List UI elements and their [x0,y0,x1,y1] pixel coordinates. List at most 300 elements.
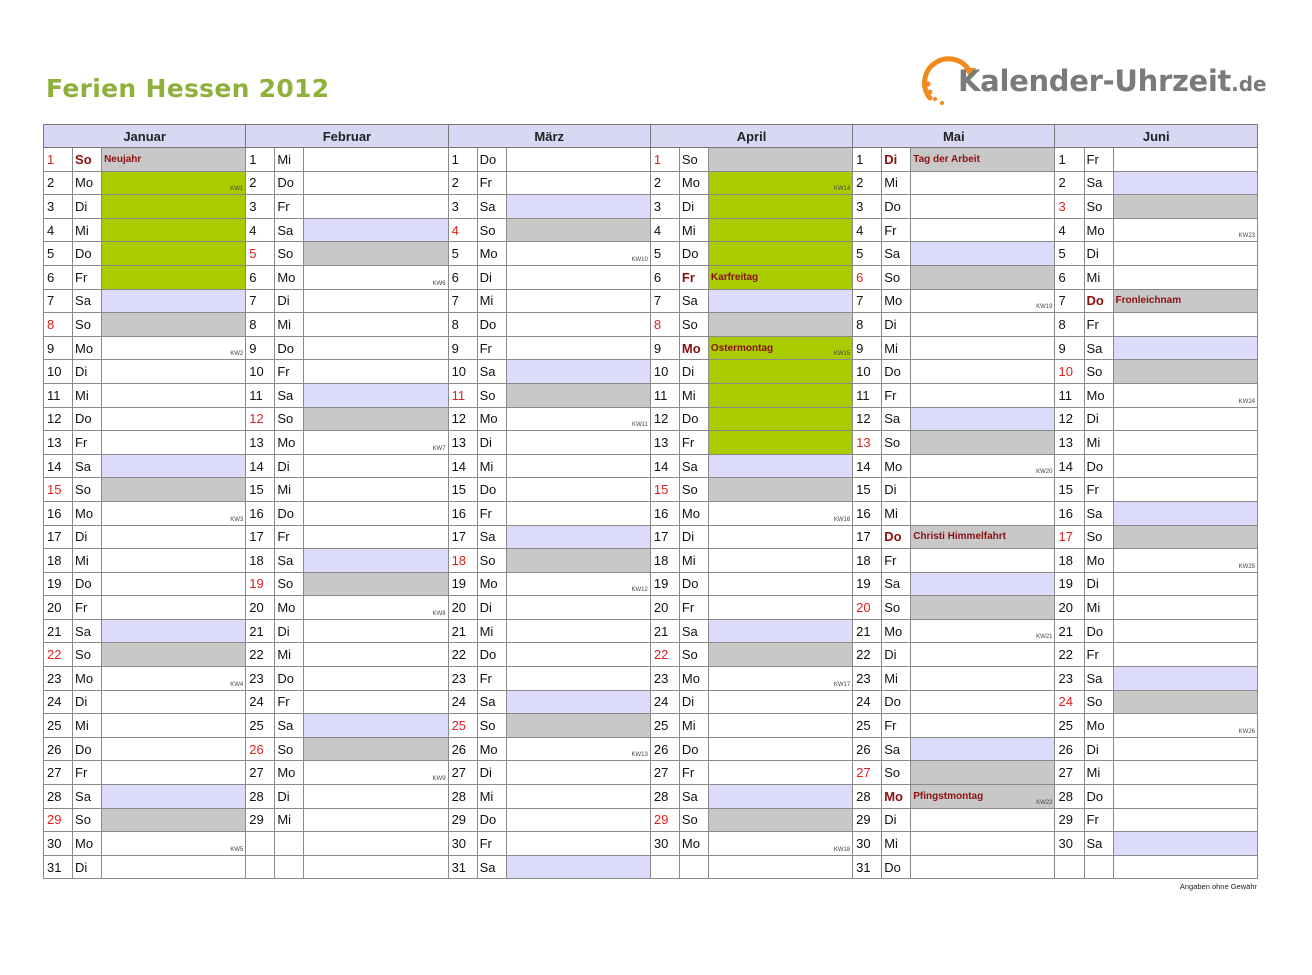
day-entry-cell[interactable] [708,431,852,455]
weekday: Sa [1084,171,1113,195]
day-entry-cell[interactable] [708,619,852,643]
day-number: 11 [853,383,882,407]
day-entry-cell[interactable] [102,785,246,809]
day-entry-cell[interactable] [1113,667,1257,691]
day-entry-cell[interactable] [708,572,852,596]
day-number: 22 [650,643,679,667]
day-entry-cell[interactable] [911,714,1055,738]
weekday: Di [477,265,506,289]
day-entry-cell[interactable] [708,242,852,266]
weekday: Mi [679,383,708,407]
day-entry-cell[interactable] [708,785,852,809]
day-entry-cell[interactable] [304,171,448,195]
day-entry-cell[interactable] [708,360,852,384]
day-entry-cell[interactable] [911,454,1055,478]
day-entry-cell[interactable] [708,195,852,219]
weekday: Di [73,360,102,384]
day-number: 7 [246,289,275,313]
page-title: Ferien Hessen 2012 [46,74,330,103]
weekday: Fr [477,501,506,525]
weekday: Fr [679,431,708,455]
day-entry-cell[interactable] [911,171,1055,195]
day-entry-cell[interactable] [102,855,246,879]
day-entry-cell[interactable] [1113,714,1257,738]
day-entry-cell[interactable] [911,218,1055,242]
day-entry-cell[interactable] [506,525,650,549]
day-entry-cell[interactable] [1113,454,1257,478]
day-entry-cell[interactable] [1113,785,1257,809]
day-entry-cell[interactable] [1113,501,1257,525]
day-entry-cell[interactable] [506,667,650,691]
calendar-row [44,431,1258,455]
weekday: Mi [477,619,506,643]
day-entry-cell[interactable] [506,572,650,596]
day-number: 28 [853,785,882,809]
day-entry-cell[interactable] [506,148,650,172]
day-entry-cell[interactable] [1113,525,1257,549]
day-number: 7 [650,289,679,313]
weekday: Fr [275,360,304,384]
day-entry-cell[interactable] [506,195,650,219]
day-entry-cell[interactable] [506,478,650,502]
day-entry-cell[interactable] [102,832,246,856]
week-number: KW8 [432,610,446,617]
weekday: Di [679,360,708,384]
day-entry-cell[interactable] [708,265,852,289]
day-entry-cell[interactable] [506,596,650,620]
day-number: 4 [853,218,882,242]
day-entry-cell[interactable] [304,336,448,360]
day-entry-cell[interactable] [911,549,1055,573]
day-entry-cell[interactable] [506,832,650,856]
day-entry-cell[interactable] [911,832,1055,856]
day-entry-cell[interactable] [708,454,852,478]
weekday: Di [882,478,911,502]
day-number: 30 [650,832,679,856]
day-entry-cell[interactable] [304,572,448,596]
day-entry-cell[interactable] [506,383,650,407]
weekday: Mi [477,785,506,809]
day-entry-cell[interactable] [911,572,1055,596]
day-entry-cell[interactable] [506,761,650,785]
day-entry-cell[interactable] [506,313,650,337]
day-entry-cell[interactable] [911,478,1055,502]
day-entry-cell[interactable] [708,336,852,360]
day-entry-cell[interactable] [1113,336,1257,360]
week-number: KW23 [1238,233,1255,240]
day-entry-cell[interactable] [708,289,852,313]
day-entry-cell[interactable] [102,313,246,337]
day-entry-cell[interactable] [102,265,246,289]
day-number: 24 [650,690,679,714]
day-entry-cell[interactable] [102,242,246,266]
day-number: 29 [853,808,882,832]
day-number: 5 [448,242,477,266]
weekday: Di [1084,572,1113,596]
day-number: 19 [246,572,275,596]
weekday: Fr [73,265,102,289]
weekday: Do [1084,289,1113,313]
day-entry-cell[interactable] [708,761,852,785]
day-entry-cell[interactable] [304,785,448,809]
day-number: 29 [1055,808,1084,832]
day-entry-cell[interactable] [102,360,246,384]
day-entry-cell[interactable] [708,383,852,407]
day-entry-cell[interactable] [911,265,1055,289]
week-number: KW17 [833,681,851,688]
day-entry-cell[interactable] [102,549,246,573]
day-entry-cell[interactable] [304,195,448,219]
weekday: Mo [882,454,911,478]
day-entry-cell[interactable] [506,242,650,266]
weekday: So [275,572,304,596]
day-number: 18 [44,549,73,573]
day-number: 2 [246,171,275,195]
day-entry-cell[interactable] [1113,737,1257,761]
day-entry-cell[interactable] [708,737,852,761]
weekday: So [679,148,708,172]
day-entry-cell[interactable] [304,313,448,337]
day-entry-cell[interactable] [304,242,448,266]
day-entry-cell[interactable] [708,549,852,573]
day-entry-cell[interactable] [102,383,246,407]
day-entry-cell[interactable] [102,431,246,455]
day-entry-cell[interactable] [304,501,448,525]
weekday: Do [882,525,911,549]
day-entry-cell[interactable] [506,808,650,832]
weekday: Fr [882,549,911,573]
day-entry-cell[interactable] [708,714,852,738]
day-entry-cell[interactable] [304,383,448,407]
weekday: Fr [275,525,304,549]
day-entry-cell[interactable] [506,289,650,313]
day-number: 22 [1055,643,1084,667]
day-number: 18 [246,549,275,573]
day-entry-cell[interactable] [911,690,1055,714]
day-entry-cell[interactable] [911,242,1055,266]
day-entry-cell[interactable] [1113,171,1257,195]
weekday: Do [477,643,506,667]
day-entry-cell[interactable] [911,643,1055,667]
day-number: 14 [44,454,73,478]
day-entry-cell[interactable] [911,737,1055,761]
day-entry-cell[interactable] [1113,383,1257,407]
day-number: 24 [853,690,882,714]
weekday: Mo [1084,714,1113,738]
day-number: 15 [1055,478,1084,502]
day-entry-cell[interactable] [102,572,246,596]
day-entry-cell[interactable] [304,737,448,761]
week-number: KW5 [230,846,244,853]
day-entry-cell[interactable] [304,643,448,667]
calendar-row [44,525,1258,549]
day-entry-cell[interactable] [304,596,448,620]
day-number: 20 [650,596,679,620]
day-entry-cell[interactable] [911,336,1055,360]
day-entry-cell[interactable] [304,148,448,172]
day-entry-cell[interactable] [102,596,246,620]
day-entry-cell[interactable] [102,714,246,738]
day-number: 20 [1055,596,1084,620]
day-entry-cell[interactable] [1113,195,1257,219]
day-number: 4 [650,218,679,242]
day-entry-cell[interactable] [506,549,650,573]
day-entry-cell[interactable] [708,478,852,502]
day-number: 30 [448,832,477,856]
day-number: 25 [448,714,477,738]
day-entry-cell[interactable] [1113,407,1257,431]
day-entry-cell[interactable] [911,195,1055,219]
day-entry-cell[interactable] [102,525,246,549]
day-entry-cell[interactable] [102,501,246,525]
day-entry-cell[interactable] [102,336,246,360]
day-entry-cell[interactable] [506,454,650,478]
day-entry-cell[interactable] [1113,761,1257,785]
day-entry-cell[interactable] [1113,360,1257,384]
day-entry-cell[interactable] [1113,242,1257,266]
day-entry-cell[interactable] [304,714,448,738]
day-entry-cell[interactable] [911,289,1055,313]
day-entry-cell[interactable] [506,855,650,879]
weekday: Do [679,737,708,761]
weekday: Di [679,525,708,549]
day-entry-cell[interactable] [1113,832,1257,856]
logo-text [958,64,1267,98]
day-entry-cell[interactable] [304,407,448,431]
week-number: KW20 [1036,469,1053,476]
day-entry-cell[interactable] [304,549,448,573]
day-number: 21 [448,619,477,643]
day-entry-cell[interactable] [102,478,246,502]
day-entry-cell[interactable] [304,218,448,242]
day-entry-cell[interactable] [911,596,1055,620]
day-entry-cell[interactable] [708,501,852,525]
day-entry-cell[interactable] [1113,289,1257,313]
day-number: 16 [448,501,477,525]
day-entry-cell[interactable] [1113,431,1257,455]
day-entry-cell[interactable] [911,501,1055,525]
day-entry-cell[interactable] [708,218,852,242]
day-entry-cell[interactable] [708,525,852,549]
day-entry-cell[interactable] [911,667,1055,691]
weekday: So [73,808,102,832]
day-entry-cell[interactable] [304,619,448,643]
day-entry-cell[interactable] [1113,478,1257,502]
weekday: Mi [275,313,304,337]
day-number: 12 [44,407,73,431]
day-number: 1 [44,148,73,172]
weekday: Do [275,171,304,195]
day-entry-cell[interactable] [911,761,1055,785]
day-entry-cell[interactable] [708,596,852,620]
day-entry-cell[interactable] [304,667,448,691]
day-entry-cell[interactable] [506,360,650,384]
day-entry-cell[interactable] [506,690,650,714]
empty-cell [650,855,679,879]
day-entry-cell[interactable] [506,619,650,643]
weekday: Mo [1084,549,1113,573]
week-number: KW3 [230,516,244,523]
day-entry-cell[interactable] [304,478,448,502]
weekday: Sa [477,690,506,714]
day-entry-cell[interactable] [304,525,448,549]
weekday: Mi [275,643,304,667]
week-number: KW4 [230,681,244,688]
day-number: 3 [650,195,679,219]
day-entry-cell[interactable] [102,195,246,219]
weekday: Di [73,855,102,879]
day-entry-cell[interactable] [304,690,448,714]
weekday: Sa [73,289,102,313]
day-entry-cell[interactable] [304,454,448,478]
weekday: Mi [882,336,911,360]
day-number: 4 [1055,218,1084,242]
brand-logo[interactable] [918,42,1267,114]
day-entry-cell[interactable] [102,667,246,691]
day-entry-cell[interactable] [911,525,1055,549]
day-entry-cell[interactable] [506,501,650,525]
day-entry-cell[interactable] [708,808,852,832]
day-entry-cell[interactable] [1113,808,1257,832]
day-number: 23 [650,667,679,691]
day-entry-cell[interactable] [1113,218,1257,242]
calendar-row [44,501,1258,525]
weekday: Fr [679,761,708,785]
day-entry-cell[interactable] [506,265,650,289]
day-entry-cell[interactable] [1113,265,1257,289]
day-entry-cell[interactable] [708,643,852,667]
day-entry-cell[interactable] [506,431,650,455]
day-number: 16 [650,501,679,525]
day-entry-cell[interactable] [102,218,246,242]
day-entry-cell[interactable] [708,171,852,195]
day-entry-cell[interactable] [102,737,246,761]
day-entry-cell[interactable] [708,832,852,856]
day-number: 12 [246,407,275,431]
week-number: KW15 [833,351,851,358]
day-entry-cell[interactable] [911,808,1055,832]
day-entry-cell[interactable] [506,737,650,761]
day-entry-cell[interactable] [911,383,1055,407]
day-entry-cell[interactable] [911,431,1055,455]
day-entry-cell[interactable] [911,619,1055,643]
day-number: 11 [650,383,679,407]
day-number: 19 [853,572,882,596]
day-entry-cell[interactable] [304,360,448,384]
day-number: 29 [448,808,477,832]
day-entry-cell[interactable] [911,407,1055,431]
day-entry-cell[interactable] [102,619,246,643]
weekday: Di [679,690,708,714]
day-entry-cell[interactable] [304,761,448,785]
day-entry-cell[interactable] [102,643,246,667]
day-entry-cell[interactable] [708,313,852,337]
day-number: 13 [650,431,679,455]
weekday: Di [477,596,506,620]
day-entry-cell[interactable] [102,690,246,714]
day-entry-cell[interactable] [506,407,650,431]
day-entry-cell[interactable] [1113,619,1257,643]
day-number: 9 [1055,336,1084,360]
day-entry-cell[interactable] [102,171,246,195]
weekday: Di [882,148,911,172]
day-entry-cell[interactable] [506,218,650,242]
calendar-table [43,124,1258,879]
day-entry-cell[interactable] [1113,643,1257,667]
weekday: Sa [679,619,708,643]
week-number: KW16 [833,516,851,523]
day-number: 6 [1055,265,1084,289]
day-entry-cell[interactable] [102,407,246,431]
day-entry-cell[interactable] [1113,690,1257,714]
weekday: Mi [73,714,102,738]
day-entry-cell[interactable] [506,336,650,360]
weekday: So [1084,360,1113,384]
day-entry-cell[interactable] [911,785,1055,809]
day-number: 30 [853,832,882,856]
calendar-row [44,407,1258,431]
day-number: 4 [448,218,477,242]
day-entry-cell[interactable] [911,148,1055,172]
day-entry-cell[interactable] [304,265,448,289]
weekday: Sa [679,785,708,809]
day-entry-cell[interactable] [506,171,650,195]
day-entry-cell[interactable] [304,431,448,455]
weekday: Di [882,643,911,667]
day-entry-cell[interactable] [708,407,852,431]
weekday: So [477,549,506,573]
day-entry-cell[interactable] [102,454,246,478]
day-entry-cell[interactable] [911,855,1055,879]
day-number: 29 [650,808,679,832]
day-entry-cell[interactable] [1113,549,1257,573]
calendar-row [44,336,1258,360]
day-entry-cell[interactable] [708,148,852,172]
day-entry-cell[interactable] [708,667,852,691]
calendar-row [44,737,1258,761]
day-entry-cell[interactable] [911,313,1055,337]
day-entry-cell[interactable] [506,785,650,809]
day-number: 17 [448,525,477,549]
day-entry-cell[interactable] [506,643,650,667]
weekday: Do [73,737,102,761]
day-number: 25 [246,714,275,738]
day-entry-cell[interactable] [1113,596,1257,620]
week-number: KW9 [432,776,446,783]
calendar-row [44,383,1258,407]
day-entry-cell[interactable] [102,808,246,832]
day-entry-cell[interactable] [102,289,246,313]
day-entry-cell[interactable] [1113,313,1257,337]
weekday: So [882,431,911,455]
day-number: 14 [246,454,275,478]
day-entry-cell[interactable] [708,690,852,714]
day-entry-cell[interactable] [102,761,246,785]
day-entry-cell[interactable] [911,360,1055,384]
week-number: KW21 [1036,634,1053,641]
day-entry-cell[interactable] [1113,572,1257,596]
day-entry-cell[interactable] [304,808,448,832]
weekday: Di [882,808,911,832]
day-entry-cell[interactable] [1113,148,1257,172]
day-number: 13 [448,431,477,455]
weekday: Mo [73,336,102,360]
day-number: 22 [448,643,477,667]
day-entry-cell[interactable] [102,148,246,172]
calendar-row [44,478,1258,502]
day-entry-cell[interactable] [304,289,448,313]
day-entry-cell[interactable] [506,714,650,738]
